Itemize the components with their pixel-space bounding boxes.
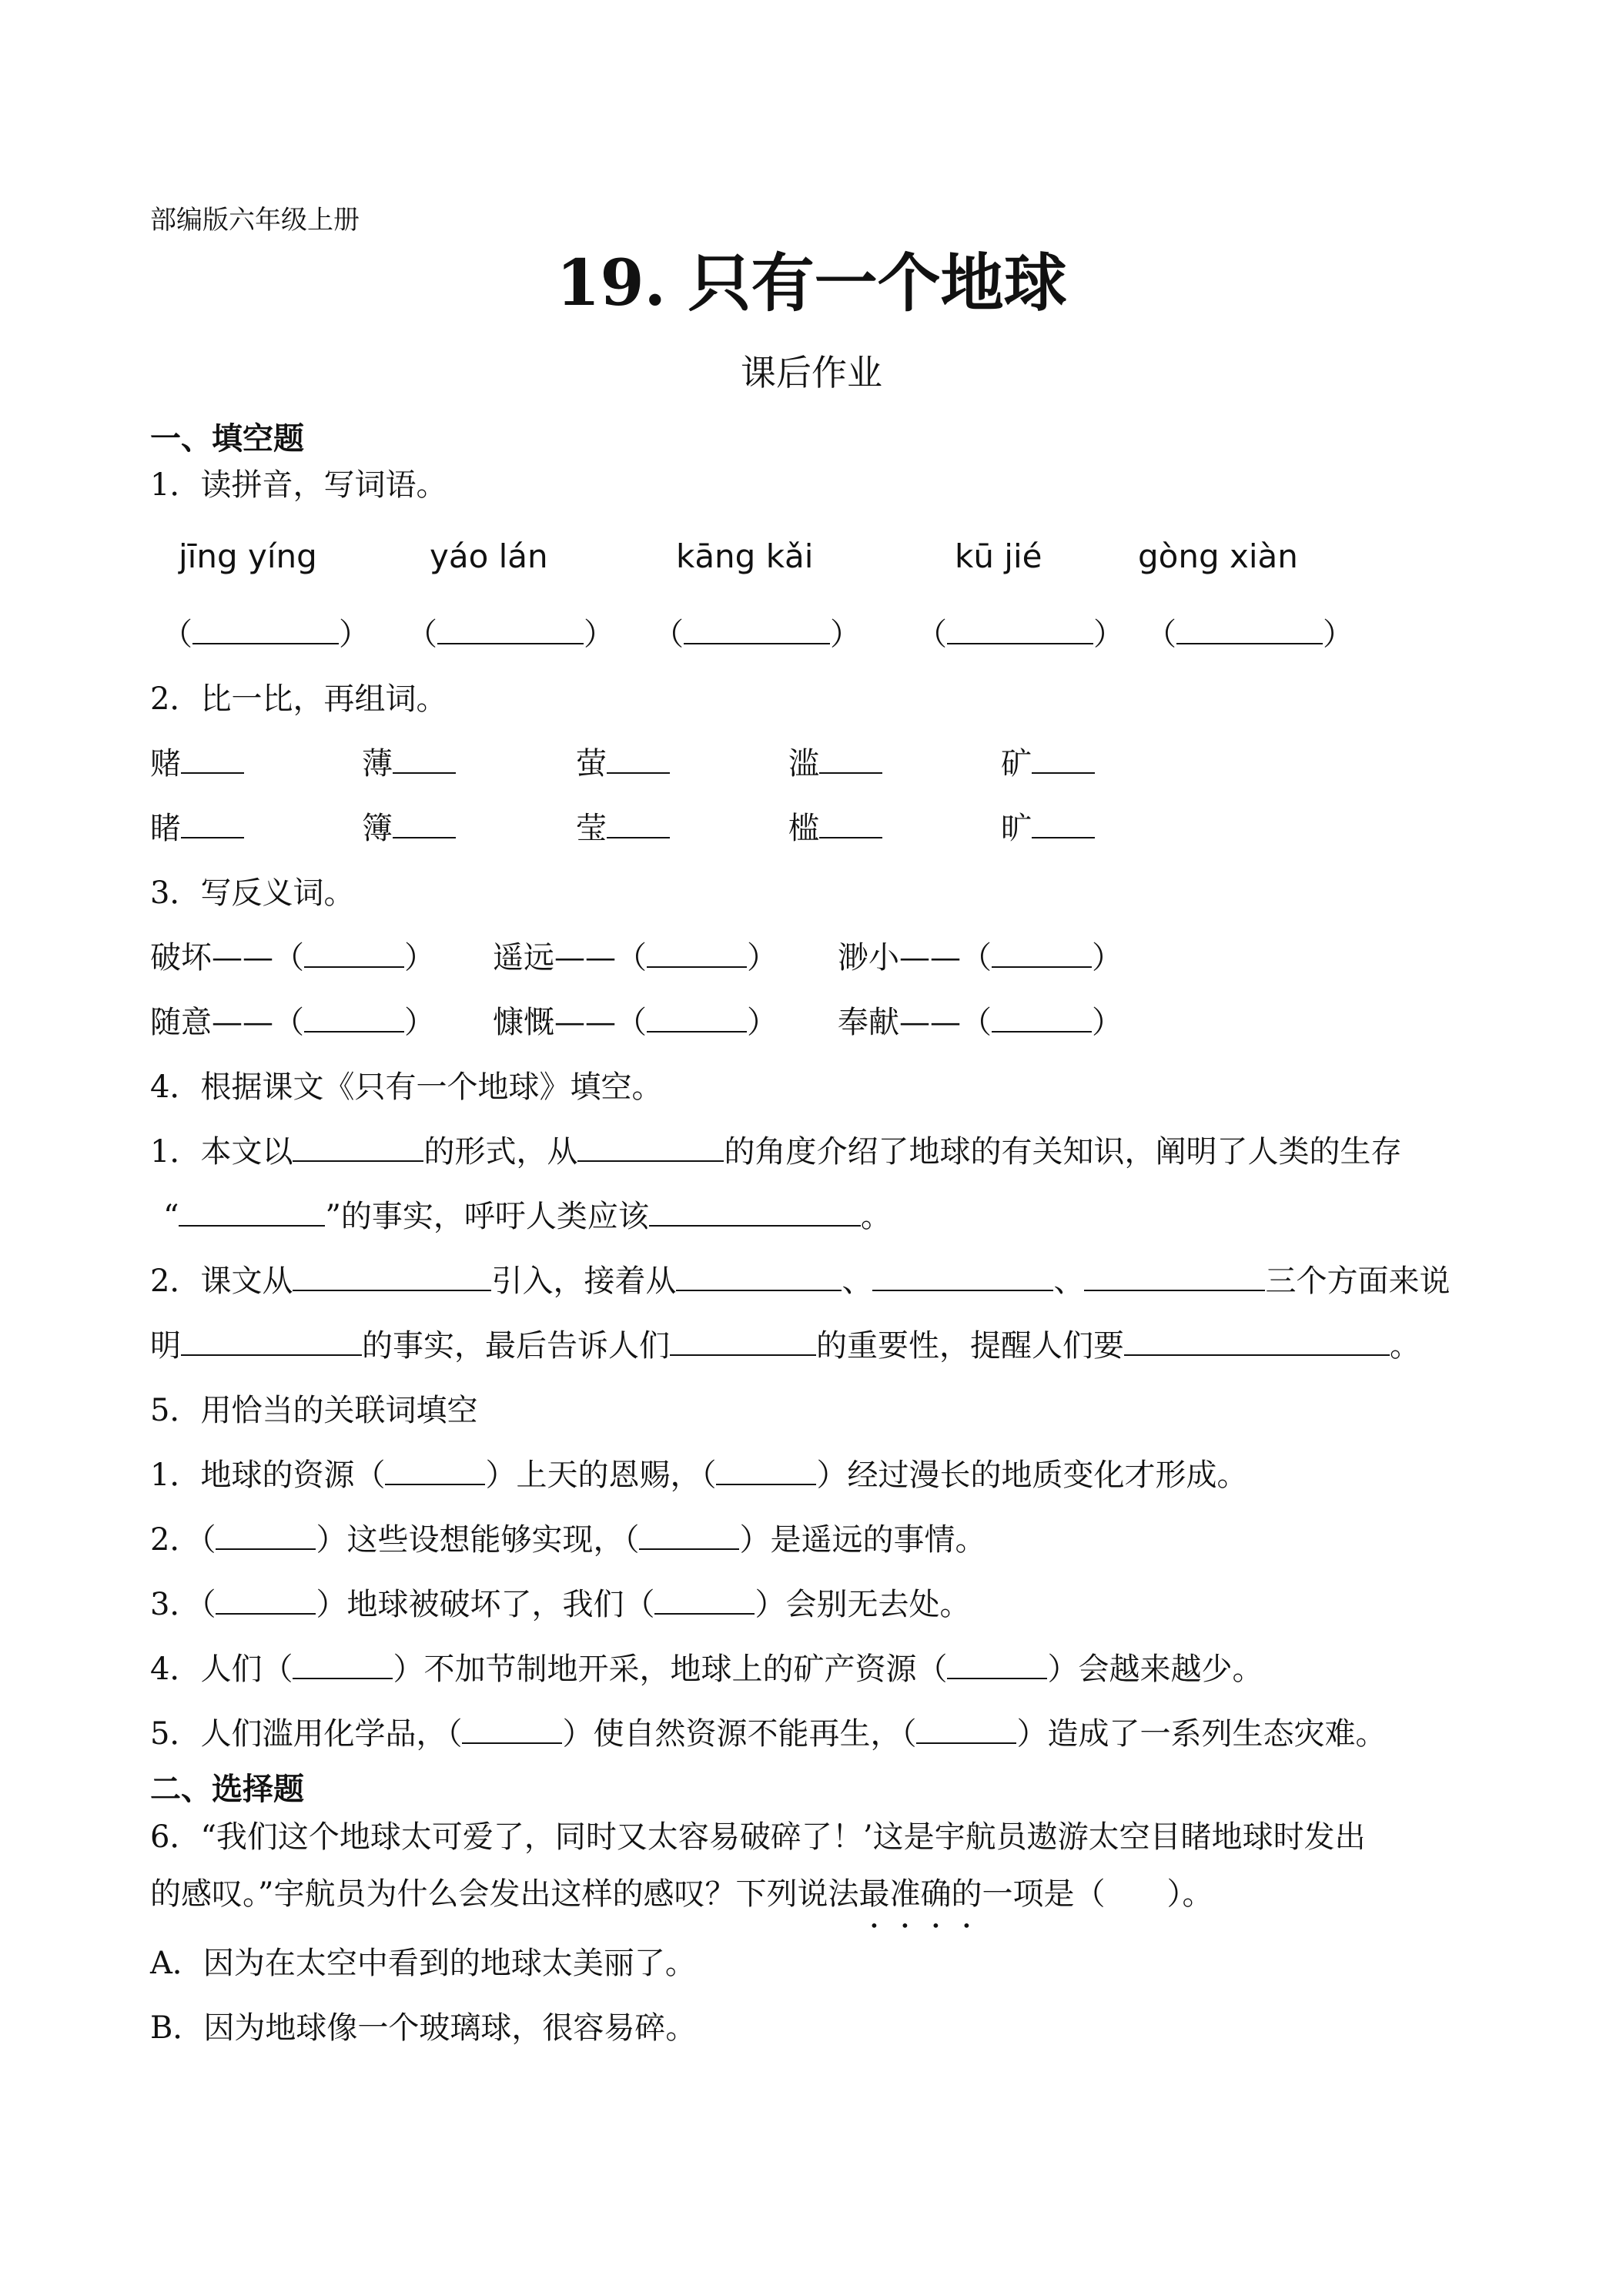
antonym-item[interactable]: 渺小——（ ） xyxy=(838,940,1123,976)
q5-prompt: 5．用恰当的关联词填空 xyxy=(150,1393,478,1428)
emphasis-char: 最 xyxy=(858,1876,890,1912)
antonym-item[interactable]: 遥远——（ ） xyxy=(493,940,778,976)
compare-item[interactable] xyxy=(150,745,244,782)
compare-char: 矿 xyxy=(1001,746,1032,782)
compare-item[interactable] xyxy=(788,810,882,847)
compare-item[interactable] xyxy=(150,810,244,847)
compare-char: 薄 xyxy=(362,746,393,782)
compare-char: 滥 xyxy=(788,746,819,782)
emphasis-char: 的 xyxy=(951,1876,982,1912)
q1-prompt: 1．读拼音，写词语。 xyxy=(150,467,447,503)
q5-sentence-5[interactable]: 5．人们滥用化学品，（ ）使自然资源不能再生，（ ）造成了一系列生态灾难。 xyxy=(150,1716,1387,1752)
antonym-word: 遥远 xyxy=(493,940,554,976)
antonym-item[interactable]: 破坏——（ ） xyxy=(150,940,435,976)
section-heading-fill-in: 一、填空题 xyxy=(150,420,304,457)
compare-char: 簿 xyxy=(362,811,393,846)
compare-item[interactable] xyxy=(1001,810,1095,847)
compare-item[interactable] xyxy=(576,745,670,782)
antonym-word: 渺小 xyxy=(838,940,899,976)
q5-sentence-4[interactable]: 4．人们（ ）不加节制地开采，地球上的矿产资源（ ）会越来越少。 xyxy=(150,1652,1263,1687)
pinyin-answer-2[interactable]: （ ） xyxy=(407,617,614,652)
pinyin-4: kū jié xyxy=(955,537,1042,575)
q6-line-2: 的感叹。”宇航员为什么会发出这样的感叹？下列说法最准确的一项是（ ）。 xyxy=(150,1876,1213,1912)
q3-prompt: 3．写反义词。 xyxy=(150,875,355,911)
q6-line-1: 6．“我们这个地球太可爱了，同时又太容易破碎了！’这是宇航员遨游太空目睹地球时发出 xyxy=(150,1819,1366,1855)
compare-char: 旷 xyxy=(1001,811,1032,846)
pinyin-1: jīng yíng xyxy=(179,537,317,575)
q4-sentence-2-line-2[interactable]: 明 的事实，最后告诉人们 的重要性，提醒人们要 。 xyxy=(150,1328,1421,1364)
compare-char: 莹 xyxy=(576,811,607,846)
pinyin-answer-1[interactable]: （ ） xyxy=(162,617,370,652)
q2-prompt: 2．比一比，再组词。 xyxy=(150,681,447,717)
q4-prompt: 4．根据课文《只有一个地球》填空。 xyxy=(150,1069,663,1105)
antonym-item[interactable]: 奉献——（ ） xyxy=(838,1005,1123,1040)
antonym-item[interactable]: 慷慨——（ ） xyxy=(493,1005,778,1040)
compare-item[interactable] xyxy=(576,810,670,847)
compare-char: 萤 xyxy=(576,746,607,782)
antonym-word: 破坏 xyxy=(150,940,212,976)
q6-option-a[interactable]: A．因为在太空中看到的地球太美丽了。 xyxy=(150,1946,696,1981)
pinyin-answer-4[interactable]: （ ） xyxy=(916,617,1124,652)
antonym-item[interactable]: 随意——（ ） xyxy=(150,1005,435,1040)
section-heading-multiple-choice: 二、选择题 xyxy=(150,1771,304,1807)
pinyin-3: kāng kǎi xyxy=(676,537,814,575)
emphasis-char: 确 xyxy=(920,1876,952,1912)
antonym-word: 慷慨 xyxy=(493,1005,554,1040)
compare-item[interactable] xyxy=(362,745,456,782)
pinyin-2: yáo lán xyxy=(430,537,548,575)
compare-char: 赌 xyxy=(150,746,181,782)
q5-sentence-2[interactable]: 2．（ ）这些设想能够实现，（ ）是遥远的事情。 xyxy=(150,1522,986,1558)
q6-option-b[interactable]: B．因为地球像一个玻璃球，很容易碎。 xyxy=(150,2010,697,2046)
q4-sentence-1-line-2[interactable]: “ ”的事实，呼吁人类应该 。 xyxy=(163,1199,892,1234)
antonym-word: 随意 xyxy=(150,1005,212,1040)
page-title: 19. 只有一个地球 xyxy=(556,246,1067,320)
q4-sentence-1-line-1[interactable]: 1．本文以 的形式，从 的角度介绍了地球的有关知识，阐明了人类的生存 xyxy=(150,1134,1402,1170)
pinyin-5: gòng xiàn xyxy=(1138,537,1298,575)
grade-note: 部编版六年级上册 xyxy=(150,205,360,236)
pinyin-answer-3[interactable]: （ ） xyxy=(653,617,861,652)
compare-item[interactable] xyxy=(788,745,882,782)
compare-item[interactable] xyxy=(362,810,456,847)
pinyin-answer-5[interactable]: （ ） xyxy=(1146,617,1354,652)
q4-sentence-2-line-1[interactable]: 2．课文从 引入，接着从 、 、 三个方面来说 xyxy=(150,1263,1451,1299)
q5-sentence-3[interactable]: 3．（ ）地球被破坏了，我们（ ）会别无去处。 xyxy=(150,1587,971,1622)
page-subtitle: 课后作业 xyxy=(741,352,882,393)
compare-char: 槛 xyxy=(788,811,819,846)
compare-item[interactable] xyxy=(1001,745,1095,782)
antonym-word: 奉献 xyxy=(838,1005,899,1040)
emphasis-char: 准 xyxy=(889,1876,921,1912)
q5-sentence-1[interactable]: 1．地球的资源（ ）上天的恩赐，（ ）经过漫长的地质变化才形成。 xyxy=(150,1458,1248,1493)
compare-char: 睹 xyxy=(150,811,181,846)
